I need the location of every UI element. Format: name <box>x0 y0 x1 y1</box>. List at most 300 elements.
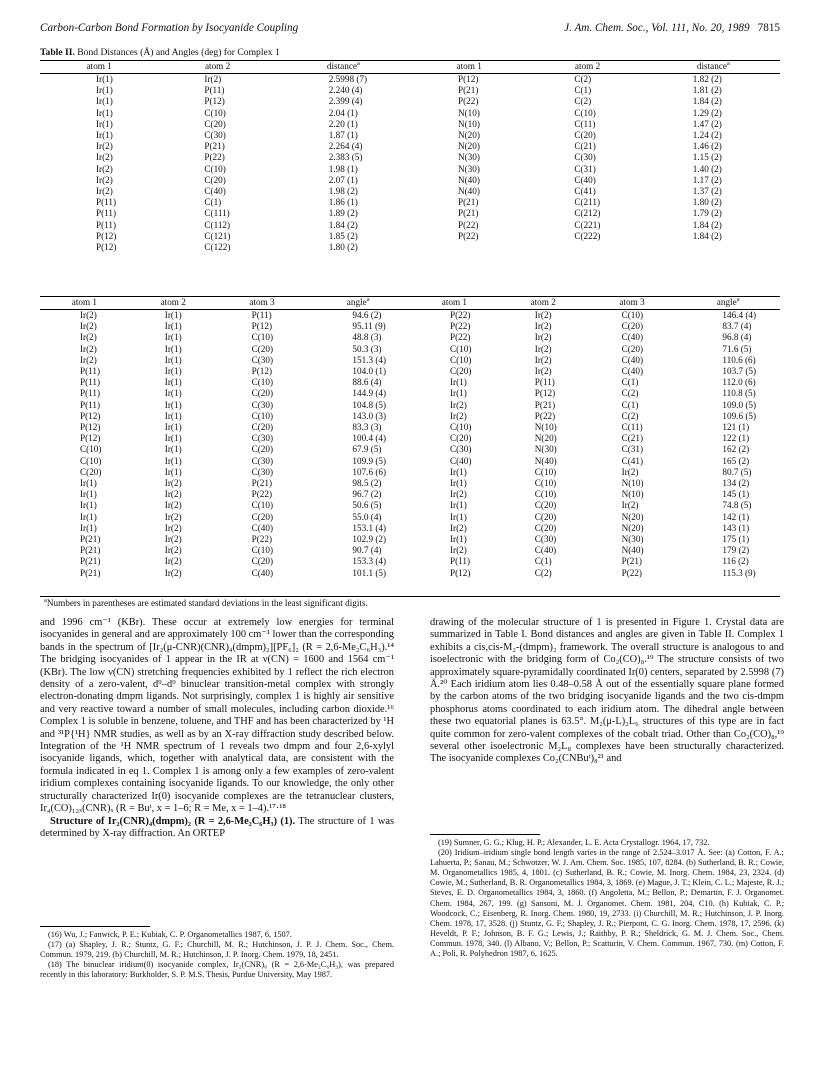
table-row <box>40 388 780 399</box>
table-cell: 1.80 (2) <box>328 242 358 253</box>
table-cell: P(11) <box>534 377 555 388</box>
table-cell: 134 (2) <box>722 478 750 489</box>
table-cell: Ir(2) <box>80 332 97 343</box>
table-cell: P(11) <box>80 388 101 399</box>
table-cell: 146.4 (4) <box>722 310 757 320</box>
table-cell: N(10) <box>621 489 644 500</box>
table-cell: Ir(2) <box>449 410 467 421</box>
table-cell: C(20) <box>251 444 274 455</box>
table-cell: P(22) <box>534 410 556 421</box>
table-cell: C(40) <box>534 545 557 556</box>
table-row <box>40 310 780 322</box>
table-cell: Ir(1) <box>449 478 467 489</box>
table-cell: C(40) <box>621 354 644 365</box>
table-row <box>40 523 780 534</box>
table-cell: 100.4 (4) <box>352 433 387 444</box>
table-cell: C(20) <box>204 118 226 129</box>
table-cell: C(1) <box>621 377 639 388</box>
table-cell: P(22) <box>457 96 479 107</box>
table-row <box>40 152 780 163</box>
table-cell: 1.46 (2) <box>692 141 722 152</box>
table-cell: N(20) <box>621 511 644 522</box>
table-cell: N(40) <box>534 455 557 466</box>
table-row <box>40 411 780 422</box>
table-cell: P(22) <box>621 567 642 578</box>
footnote-16: (16) Wu, J.; Fanwick, P. E.; Kubiak, C. P. Organometallics 1987, 6, 1507. <box>48 930 292 939</box>
table-cell: 1.47 (2) <box>692 118 722 129</box>
table-row <box>40 242 780 254</box>
table-cell: Ir(2) <box>80 354 97 365</box>
footnote-marker: a <box>366 296 370 304</box>
running-header <box>40 22 780 36</box>
table-row <box>40 85 780 96</box>
table-cell: P(22) <box>449 310 471 320</box>
table-cell: C(111) <box>204 208 230 219</box>
table-cell: Ir(1) <box>449 511 467 522</box>
table-cell: 104.8 (5) <box>352 399 387 410</box>
table-cell: C(2) <box>621 410 639 421</box>
table-cell: Ir(1) <box>164 366 182 377</box>
table-cell: C(30) <box>251 466 274 477</box>
table-cell: Ir(2) <box>204 74 222 84</box>
table-cell: 102.9 (2) <box>352 534 387 545</box>
table-cell: Ir(2) <box>164 556 182 567</box>
table-cell: C(10) <box>251 332 274 343</box>
table-cell: P(12) <box>457 74 479 84</box>
right-paragraph: drawing of the molecular structure of 1 is presented in Figure 1. Crystal data are summarized in Table I. Bond distances and angles are given in Table II. Complex 1 exhibits a cis,cis-M₂-(dmpm)₂ framework. The overall structure is analogous to and isoelectronic with the bridging form of Co₂(CO)₈.¹⁹ The structure consists of two approximately square-pyramidally coordinated Ir(0) centers, separated by 2.5998 (7) Å.²⁰ Each iridium atom lies 0.48–0.58 Å out of the essentially square plane formed by the carbon atoms of the two bridging isocyanide ligands and the two cis-dmpm phosphorus atoms coordinated to each iridium atom. The dihedral angle between these two equatorial planes is 63.5°. M₂(μ-L)₂L₆ structures of this type are in fact quite common for zero-valent complexes of the cobalt triad. Other than Co₂(CO)₈,¹⁹ several other isoelectronic M₂L₈ complexes have been structurally characterized. The isocyanide complexes Co₂(CNBuᵗ)₈²¹ and <box>430 617 784 765</box>
table-row <box>40 208 780 219</box>
table-cell: P(22) <box>251 489 273 500</box>
table-cell: C(40) <box>621 366 644 377</box>
right-footnotes <box>430 838 784 959</box>
table-cell: 1.84 (2) <box>692 96 722 107</box>
table-cell: 143 (1) <box>722 522 750 533</box>
table-cell: P(21) <box>80 545 101 556</box>
page-number: 7815 <box>757 22 780 34</box>
table-cell: C(10) <box>204 107 226 118</box>
table-cell: C(20) <box>534 522 557 533</box>
table-cell: P(21) <box>204 141 225 152</box>
table-cell: Ir(1) <box>80 500 97 511</box>
table-cell: 145 (1) <box>722 489 750 500</box>
table-cell: C(10) <box>251 410 274 421</box>
table-row <box>40 355 780 366</box>
table-cell: C(2) <box>574 74 592 84</box>
table-row <box>40 231 780 242</box>
table-caption <box>40 47 280 58</box>
table-cell: C(30) <box>449 444 472 455</box>
journal-citation: J. Am. Chem. Soc., Vol. 111, No. 20, 1989 <box>564 22 750 34</box>
table-row <box>40 119 780 130</box>
table-cell <box>528 242 646 254</box>
structure-text: The structure of 1 was determined by X-ray diffraction. An ORTEP <box>40 815 394 839</box>
table-cell: Ir(1) <box>96 74 113 84</box>
left-paragraph-1: and 1996 cm⁻¹ (KBr). These occur at extremely low energies for terminal isocyanides in general and are approximately 100 cm⁻¹ lower than the corresponding bands in the spectrum of [Ir₂(μ-CNR)(CNR)₄(dmpm)₂][PF₆]₂ (R = 2,6-Me₂C₆H₃).¹⁴ The bridging isocyanides of 1 appear in the IR at ν(CN) = 1600 and 1564 cm⁻¹ (KBr). The low ν(CN) stretching frequencies exhibited by 1 reflect the rich electron density of a zero-valent, d⁹–d⁹ binuclear transition-metal complex with strongly electron-donating dmpm ligands. Not surprisingly, complex 1 is highly air sensitive and very reactive toward a number of small molecules, including carbon dioxide.¹⁶ Complex 1 is soluble in benzene, toluene, and THF and has been characterized by ¹H and ³¹P{¹H} NMR studies, as well as by an X-ray diffraction study described below. Integration of the ¹H NMR spectrum of 1 reveals two dmpm and four 2,6-xylyl isocyanide ligands, which, together with analytical data, are consistent with the formula indicated in eq 1. Complex 1 is among only a few examples of zero-valent iridium complexes containing isocyanide ligands. To our knowledge, the only other structurally characterized Ir(0) isocyanide complexes are the tetranuclear clusters, Ir₄(CO)₁₂ₓ(CNR)ₓ (R = Buᵗ, x = 1–6; R = Me, x = 1–4).¹⁷·¹⁸ <box>40 617 394 815</box>
table-cell: C(1) <box>574 85 592 96</box>
table-cell: C(40) <box>574 174 596 185</box>
table-cell: N(30) <box>621 534 644 545</box>
table-cell: Ir(2) <box>534 343 552 354</box>
table-cell: Ir(1) <box>96 85 113 96</box>
table-cell: 179 (2) <box>722 545 750 556</box>
table-cell: C(40) <box>621 332 644 343</box>
table-cell: C(40) <box>449 455 472 466</box>
footnote-17: (17) (a) Shapley, J. R.; Stuntz, G. F.; Churchill, M. R.; Hutchinson, J. P. J. Chem. Soc., Chem. Commun. 1979, 219. (b) Churchill, M. R.; Hutchinson, J. P. Inorg. Chem. 1979, 18, 2451. <box>40 940 394 960</box>
table-cell: Ir(1) <box>96 130 113 141</box>
table-cell: 1.17 (2) <box>692 174 722 185</box>
right-column <box>430 617 784 766</box>
table-cell: Ir(1) <box>164 321 182 332</box>
table-cell: 1.15 (2) <box>692 152 722 163</box>
table-cell: 1.24 (2) <box>692 130 722 141</box>
table-cell: 1.85 (2) <box>328 230 358 241</box>
table-cell: Ir(2) <box>534 366 552 377</box>
table-cell: Ir(2) <box>96 186 113 197</box>
table-cell: P(22) <box>449 332 471 343</box>
table-cell: Ir(1) <box>164 433 182 444</box>
table-cell: N(20) <box>457 141 480 152</box>
column-header: distance$^a$ <box>277 61 410 74</box>
table-cell: 96.8 (4) <box>722 332 752 343</box>
table-cell: 1.86 (1) <box>328 197 358 208</box>
table-cell: P(12) <box>204 96 225 107</box>
table-cell: Ir(2) <box>449 545 467 556</box>
table-cell: 109.9 (5) <box>352 455 387 466</box>
table-cell: C(30) <box>251 354 274 365</box>
table-cell: Ir(2) <box>449 489 467 500</box>
table-cell: C(10) <box>534 466 557 477</box>
table-row <box>40 197 780 208</box>
table-row <box>40 141 780 152</box>
table-row <box>40 332 780 343</box>
table-cell: C(40) <box>204 186 226 197</box>
table-cell: 98.5 (2) <box>352 478 382 489</box>
table-cell: P(12) <box>80 433 101 444</box>
table-row <box>40 400 780 411</box>
table-cell: N(10) <box>534 422 557 433</box>
table-cell: C(122) <box>204 242 231 253</box>
table-cell: C(10) <box>449 343 472 354</box>
table-row <box>40 489 780 500</box>
column-header: atom 3 <box>218 297 307 310</box>
table-cell: 1.84 (2) <box>692 230 722 241</box>
table-cell: C(10) <box>251 545 274 556</box>
table-cell: C(41) <box>574 186 596 197</box>
table-cell: P(11) <box>80 399 101 410</box>
table-cell: Ir(2) <box>96 174 113 185</box>
table-cell: Ir(2) <box>534 332 552 343</box>
table-cell: P(21) <box>251 478 273 489</box>
right-footnote-separator <box>430 834 540 835</box>
table-cell: 83.7 (4) <box>722 321 752 332</box>
table-cell: 1.29 (2) <box>692 107 722 118</box>
table-cell: 109.0 (5) <box>722 399 757 410</box>
table-cell: Ir(2) <box>164 511 182 522</box>
table-cell: 1.81 (2) <box>692 85 722 96</box>
distance-header-row <box>40 61 780 74</box>
column-header: atom 1 <box>40 297 129 310</box>
table-cell: 2.264 (4) <box>328 141 363 152</box>
table-cell: Ir(1) <box>80 511 97 522</box>
table-cell: C(20) <box>251 343 274 354</box>
table-cell: 1.89 (2) <box>328 208 358 219</box>
column-header: atom 2 <box>158 61 276 74</box>
table-cell: Ir(1) <box>164 388 182 399</box>
table-cell: N(10) <box>457 118 480 129</box>
table-cell: P(21) <box>621 556 642 567</box>
table-cell: Ir(2) <box>534 321 552 332</box>
table-cell: C(10) <box>251 500 274 511</box>
table-cell: N(30) <box>457 163 480 174</box>
table-row <box>40 175 780 186</box>
table-cell: 74.8 (5) <box>722 500 752 511</box>
table-cell: 80.7 (5) <box>722 466 752 477</box>
table-cell: 151.3 (4) <box>352 354 387 365</box>
table-cell: 1.84 (2) <box>692 219 722 230</box>
table-cell: 95.11 (9) <box>352 321 386 332</box>
table-cell: 107.6 (6) <box>352 466 387 477</box>
table-cell: 55.0 (4) <box>352 511 382 522</box>
table-cell: P(12) <box>96 230 117 241</box>
table-cell: P(12) <box>251 366 273 377</box>
table-cell: C(10) <box>251 377 274 388</box>
bond-distances-table <box>40 60 780 254</box>
table-cell: 1.40 (2) <box>692 163 722 174</box>
table-cell: C(30) <box>534 534 557 545</box>
table-cell: C(30) <box>574 152 596 163</box>
table-cell: P(22) <box>457 230 479 241</box>
table-cell: C(20) <box>251 511 274 522</box>
table-cell: N(20) <box>534 433 557 444</box>
table-cell: C(20) <box>534 500 557 511</box>
column-header: distance$^a$ <box>647 61 780 74</box>
table-row <box>40 377 780 388</box>
table-cell: N(40) <box>457 186 480 197</box>
table-cell: P(11) <box>96 219 117 230</box>
table-cell: Ir(2) <box>96 141 113 152</box>
table-row <box>40 344 780 355</box>
table-cell: 88.6 (4) <box>352 377 382 388</box>
table-cell: Ir(2) <box>621 500 639 511</box>
table-cell: P(21) <box>80 567 101 578</box>
table-cell: 115.3 (9) <box>722 567 756 578</box>
table-cell: C(10) <box>80 444 102 455</box>
table-cell: Ir(1) <box>80 522 97 533</box>
table-cell: P(21) <box>457 208 479 219</box>
table-cell: Ir(2) <box>449 399 467 410</box>
table-cell: P(11) <box>96 197 117 208</box>
table-cell: 142 (1) <box>722 511 750 522</box>
table-cell: P(11) <box>204 85 225 96</box>
table-cell: 50.6 (5) <box>352 500 382 511</box>
table-cell: 112.0 (6) <box>722 377 756 388</box>
table-cell: C(2) <box>621 388 639 399</box>
header-title: Carbon-Carbon Bond Formation by Isocyanide Coupling <box>40 22 299 34</box>
table-cell: C(20) <box>251 556 274 567</box>
table-cell: P(21) <box>457 197 479 208</box>
table-cell: Ir(2) <box>164 522 182 533</box>
table-cell: 110.6 (6) <box>722 354 756 365</box>
table-cell: C(10) <box>449 354 472 365</box>
table-row <box>40 467 780 478</box>
table-cell: Ir(2) <box>80 343 97 354</box>
footnote-19: (19) Sumner, G. G.; Klug, H. P.; Alexander, L. E. Acta Crystallogr. 1964, 17, 732. <box>438 838 710 847</box>
table-cell: Ir(2) <box>534 354 552 365</box>
table-cell: Ir(1) <box>164 444 182 455</box>
angle-header-row <box>40 297 780 310</box>
table-cell: Ir(1) <box>96 96 113 107</box>
table-cell: P(12) <box>449 567 471 578</box>
table-cell: 83.3 (3) <box>352 422 382 433</box>
table-cell: 2.07 (1) <box>328 174 358 185</box>
table-cell: 143.0 (3) <box>352 410 387 421</box>
table-cell: Ir(2) <box>96 152 113 163</box>
table-row <box>40 456 780 467</box>
table-cell: Ir(1) <box>96 118 113 129</box>
table-cell: 2.383 (5) <box>328 152 363 163</box>
table-cell: P(22) <box>251 534 273 545</box>
table-cell: 1.84 (2) <box>328 219 358 230</box>
table-cell: 1.98 (1) <box>328 163 358 174</box>
column-header: atom 2 <box>499 297 588 310</box>
table-cell: 90.7 (4) <box>352 545 382 556</box>
table-cell: Ir(1) <box>80 478 97 489</box>
table-cell: C(221) <box>574 219 601 230</box>
column-header: angle$^a$ <box>676 297 780 310</box>
table-cell: 67.9 (5) <box>352 444 382 455</box>
table-cell: 50.3 (3) <box>352 343 382 354</box>
table-cell: Ir(1) <box>80 489 97 500</box>
left-column <box>40 617 394 840</box>
table-cell: Ir(1) <box>449 534 467 545</box>
left-paragraph-2 <box>40 816 394 841</box>
table-cell: Ir(1) <box>164 354 182 365</box>
table-cell: 2.04 (1) <box>328 107 358 118</box>
table-cell: N(40) <box>621 545 644 556</box>
table-cell: Ir(1) <box>164 377 182 388</box>
table-cell: 96.7 (2) <box>352 489 382 500</box>
table-cell: C(40) <box>251 522 274 533</box>
column-header: atom 3 <box>588 297 677 310</box>
table-cell: C(30) <box>251 433 274 444</box>
table-cell: Ir(1) <box>96 107 113 118</box>
table-footnote-text: Numbers in parentheses are estimated standard deviations in the least significant digits. <box>46 598 368 608</box>
table-cell: C(20) <box>449 433 472 444</box>
table-cell: C(31) <box>574 163 596 174</box>
table-cell: C(20) <box>251 422 274 433</box>
table-cell: C(31) <box>621 444 644 455</box>
table-cell: C(1) <box>204 197 222 208</box>
table-cell: 1.79 (2) <box>692 208 722 219</box>
table-row <box>40 108 780 119</box>
table-cell: C(40) <box>251 567 274 578</box>
footnote-marker: a <box>357 60 360 68</box>
table-cell: Ir(2) <box>621 466 639 477</box>
table-cell: C(11) <box>621 422 643 433</box>
table-cell: Ir(2) <box>164 489 182 500</box>
table-cell: 48.8 (3) <box>352 332 382 343</box>
table-cell: Ir(1) <box>164 455 182 466</box>
table-cell: C(2) <box>534 567 552 578</box>
bond-angles-table <box>40 296 780 580</box>
table-cell: N(10) <box>621 478 644 489</box>
table-cell: 1.80 (2) <box>692 197 722 208</box>
table-cell: C(21) <box>574 141 596 152</box>
column-header: atom 2 <box>528 61 646 74</box>
table-bottom-rule <box>40 596 780 597</box>
table-cell: C(10) <box>534 489 557 500</box>
table-cell: N(20) <box>457 130 480 141</box>
table-cell: Ir(1) <box>164 332 182 343</box>
table-cell: Ir(1) <box>164 343 182 354</box>
table-cell: Ir(2) <box>164 500 182 511</box>
table-cell: C(20) <box>621 343 644 354</box>
table-cell: P(21) <box>534 399 556 410</box>
table-cell: C(222) <box>574 230 601 241</box>
table-row <box>40 545 780 556</box>
left-footnote-separator <box>40 926 150 927</box>
table-cell: 1.98 (2) <box>328 186 358 197</box>
table-cell: 2.5998 (7) <box>328 74 368 84</box>
table-cell: C(30) <box>251 399 274 410</box>
table-cell: Ir(2) <box>164 534 182 545</box>
table-cell: P(22) <box>457 219 479 230</box>
table-row <box>40 444 780 455</box>
table-cell: C(30) <box>204 130 226 141</box>
table-cell: 94.6 (2) <box>352 310 382 320</box>
table-cell: C(30) <box>251 455 274 466</box>
table-cell: P(12) <box>96 242 117 253</box>
table-cell: Ir(1) <box>449 388 467 399</box>
table-row <box>40 164 780 175</box>
table-cell: 109.6 (5) <box>722 410 757 421</box>
table-cell: Ir(2) <box>164 545 182 556</box>
table-cell: P(11) <box>449 556 471 567</box>
table-row <box>40 366 780 377</box>
left-footnotes <box>40 930 394 980</box>
table-cell: P(21) <box>80 534 101 545</box>
table-cell: Ir(2) <box>164 478 182 489</box>
table-cell: C(20) <box>574 130 596 141</box>
table-cell: C(121) <box>204 230 231 241</box>
table-cell <box>410 242 528 254</box>
table-cell: C(112) <box>204 219 231 230</box>
table-row <box>40 512 780 523</box>
table-cell: Ir(2) <box>449 522 467 533</box>
table-cell: P(12) <box>80 410 101 421</box>
table-cell: C(2) <box>574 96 592 107</box>
table-cell: N(30) <box>457 152 480 163</box>
table-cell: 104.0 (1) <box>352 366 387 377</box>
table-row <box>40 556 780 567</box>
table-cell: C(20) <box>621 321 644 332</box>
header-journal <box>564 22 780 34</box>
table-cell: Ir(2) <box>96 163 113 174</box>
table-cell: P(21) <box>80 556 101 567</box>
table-cell: 2.20 (1) <box>328 118 358 129</box>
table-cell: 121 (1) <box>722 422 750 433</box>
table-cell: 1.37 (2) <box>692 186 722 197</box>
table-cell: C(21) <box>621 433 644 444</box>
table-row <box>40 186 780 197</box>
table-cell: C(10) <box>449 422 472 433</box>
table-cell: Ir(2) <box>164 567 182 578</box>
table-cell: C(10) <box>574 107 596 118</box>
table-row <box>40 321 780 332</box>
table-cell: C(10) <box>534 478 557 489</box>
table-cell: C(211) <box>574 197 601 208</box>
table-cell: P(21) <box>457 85 479 96</box>
